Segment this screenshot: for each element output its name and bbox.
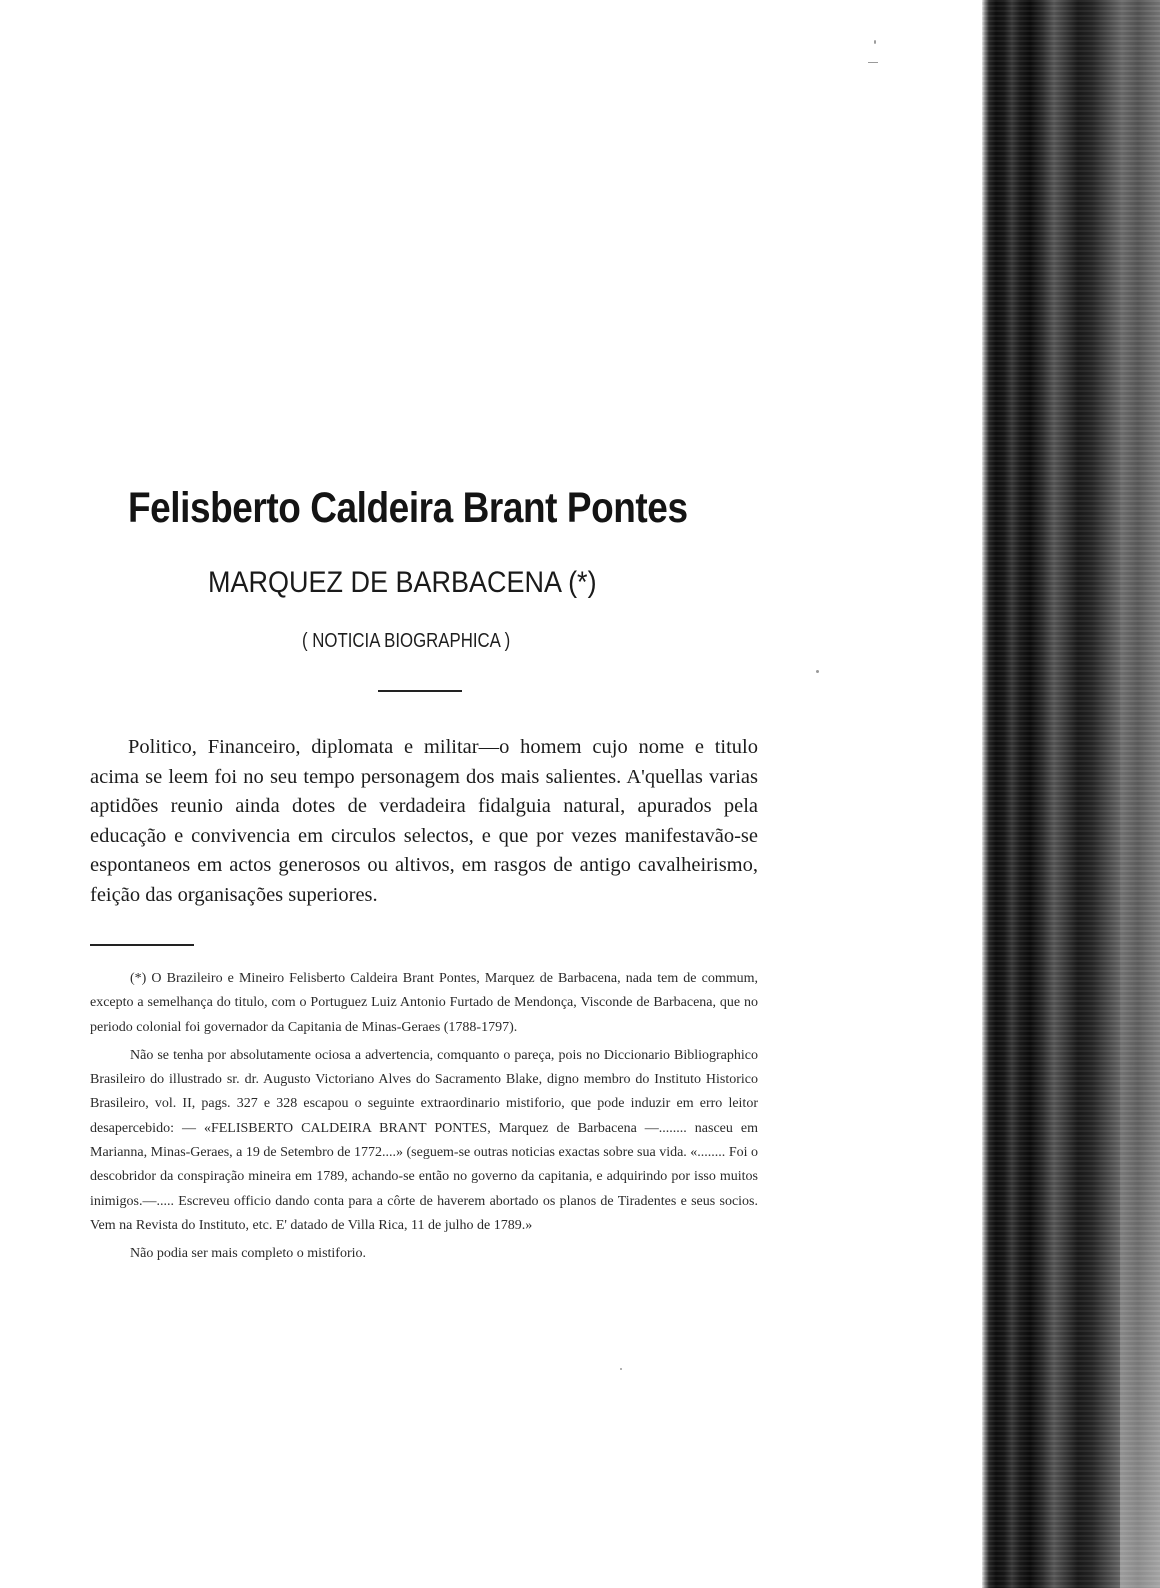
title-divider [378, 690, 462, 692]
footnote-divider [90, 944, 194, 946]
footnote-paragraph: Não se tenha por absolutamente ociosa a advertencia, comquanto o pareça, pois no Diccionario Bibliographico Brasileiro do illustrado sr. dr. Augusto Victoriano Alves do Sacramento Blake, digno membro do Instituto Historico Brasileiro, vol. II, pags. 327 e 328 escapou o seguinte extraordinario mistiforio, que pode induzir em erro leitor desapercebido: — «FELISBERTO CALDEIRA BRANT PONTES, Marquez de Barbacena —........ nasceu em Marianna, Minas-Geraes, a 19 de Setembro de 1772....» (seguem-se outras noticias exactas sobre sua vida. «........ Foi o descobridor da conspiração mineira em 1789, achando-se então no governo da capitania, e adquirindo por isso muitos inimigos.—..... Escreveu officio dando conta para a côrte de haverem abortado os planos de Tiradentes e seus socios. Vem na Revista do Instituto, etc. E' datado de Villa Rica, 11 de julho de 1789.» [90, 1047, 758, 1233]
section-note: ( NOTICIA BIOGRAPHICA ) [302, 630, 511, 652]
scan-speck [868, 62, 878, 63]
scan-speck [874, 40, 876, 44]
body-paragraph: Politico, Financeiro, diplomata e militar—o homem cujo nome e titulo acima se leem foi no seu tempo personagem dos mais salientes. A'quellas varias aptidões reunio ainda dotes de verdadeira fidalguia natural, apurados pela educação e convivencia em circulos selectos, e que por vezes manifestavão-se espontaneos em actos generosos ou altivos, em rasgos de antigo cavalheirismo, feição das organisações superiores. [90, 736, 758, 906]
footnotes [90, 967, 758, 1271]
scan-speck [816, 670, 819, 673]
footnote-paragraph: (*) O Brazileiro e Mineiro Felisberto Caldeira Brant Pontes, Marquez de Barbacena, nada tem de commum, excepto a semelhança do titulo, com o Portuguez Luiz Antonio Furtado de Mendonça, Visconde de Barbacena, que no periodo colonial foi governador da Capitania de Minas-Geraes (1788-1797). [90, 971, 758, 1035]
document-title: Felisberto Caldeira Brant Pontes [128, 484, 688, 532]
document-subtitle: MARQUEZ DE BARBACENA (*) [208, 566, 597, 599]
book-binding-edge [982, 0, 1160, 1588]
scan-speck [620, 1368, 622, 1370]
footnote-paragraph: Não podia ser mais completo o mistiforio. [130, 1246, 367, 1262]
